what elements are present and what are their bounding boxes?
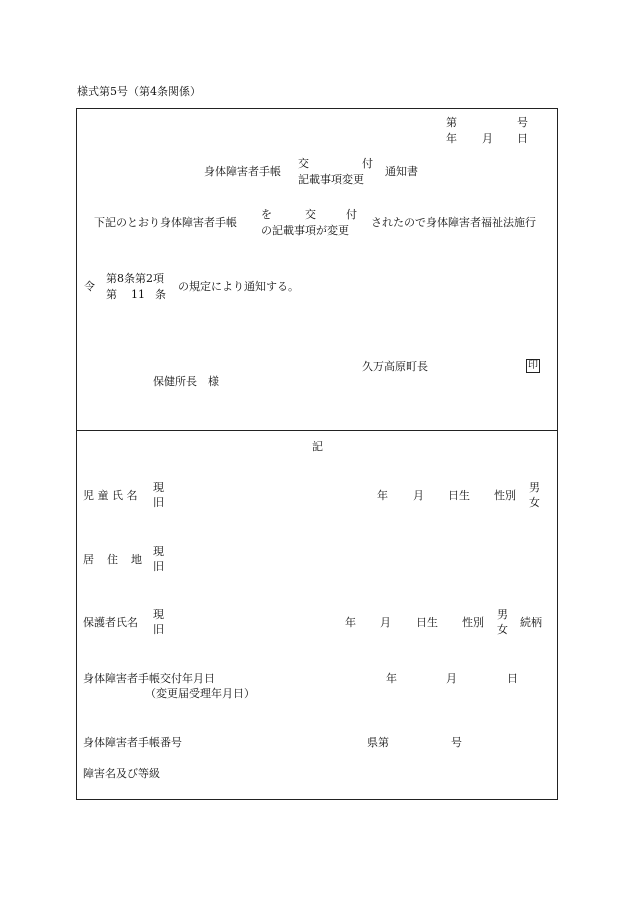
body-opt-change: の記載事項が変更 — [261, 224, 349, 237]
guardian-birth-tsuki: 月 — [380, 616, 391, 629]
header-go: 号 — [517, 116, 528, 129]
child-birth-nen: 年 — [377, 489, 388, 502]
doc-title-suffix: 通知書 — [385, 165, 418, 178]
issue-date-hi: 日 — [507, 672, 518, 685]
issue-date-sublabel: （変更届受理年月日） — [145, 687, 255, 700]
address-label-c: 地 — [131, 553, 142, 566]
child-sex-female: 女 — [529, 496, 540, 509]
guardian-relation: 続柄 — [520, 616, 542, 629]
child-name-former: 旧 — [153, 496, 164, 509]
child-sex-male: 男 — [529, 481, 540, 494]
doc-title-option-tsuke: 付 — [362, 157, 373, 170]
guardian-sex-female: 女 — [497, 623, 508, 636]
header-hi: 日 — [517, 132, 528, 145]
child-birth-tsuki: 月 — [413, 489, 424, 502]
guardian-birth-day: 日生 — [416, 616, 438, 629]
guardian-current: 現 — [153, 608, 164, 621]
guardian-label: 保護者氏名 — [83, 616, 138, 629]
body-line2-suffix: の規定により通知する。 — [178, 280, 299, 293]
doc-title-option-ko: 交 — [298, 157, 309, 170]
guardian-sex-male: 男 — [497, 608, 508, 621]
addressee: 保健所長 様 — [153, 375, 219, 388]
header-tsuki: 月 — [482, 132, 493, 145]
body-article1: 第8条第2項 — [106, 272, 164, 285]
body-line1-suffix: されたので身体障害者福祉法施行 — [371, 216, 536, 229]
child-birth-day: 日生 — [448, 489, 470, 502]
address-former: 旧 — [153, 560, 164, 573]
child-name-label: 児 童 氏 名 — [83, 489, 138, 502]
address-current: 現 — [153, 545, 164, 558]
ki-heading: 記 — [312, 440, 323, 453]
seal-mark: 印 — [528, 360, 538, 371]
card-number-label: 身体障害者手帳番号 — [83, 736, 182, 749]
guardian-sex-label: 性別 — [462, 616, 484, 629]
issue-date-tsuki: 月 — [446, 672, 457, 685]
issuer-name: 久万高原町長 — [362, 360, 428, 373]
address-label-a: 居 — [83, 553, 94, 566]
doc-title-option-change: 記載事項変更 — [298, 173, 364, 186]
guardian-birth-nen: 年 — [345, 616, 356, 629]
header-dai: 第 — [446, 116, 457, 129]
body-opt-wo: を — [261, 208, 272, 221]
doc-title-prefix: 身体障害者手帳 — [204, 165, 281, 178]
body-opt-tsuke: 付 — [346, 208, 357, 221]
address-label-b: 住 — [107, 553, 118, 566]
guardian-former: 旧 — [153, 623, 164, 636]
body-opt-ko: 交 — [305, 208, 316, 221]
form-title: 様式第5号（第4条関係） — [77, 85, 201, 98]
section-divider — [76, 430, 558, 431]
disability-label: 障害名及び等級 — [83, 767, 160, 780]
header-nen: 年 — [446, 132, 457, 145]
body-article2-jo: 条 — [155, 288, 166, 301]
card-number-go: 号 — [451, 736, 462, 749]
card-number-prefecture: 県第 — [367, 736, 389, 749]
issue-date-nen: 年 — [386, 672, 397, 685]
body-line1-prefix: 下記のとおり身体障害者手帳 — [94, 216, 237, 229]
child-name-current: 現 — [153, 481, 164, 494]
body-article2-num: 11 — [131, 288, 145, 301]
body-article2-dai: 第 — [106, 288, 117, 301]
body-rei: 令 — [84, 280, 95, 293]
issue-date-label: 身体障害者手帳交付年月日 — [83, 672, 215, 685]
child-sex-label: 性別 — [494, 489, 516, 502]
